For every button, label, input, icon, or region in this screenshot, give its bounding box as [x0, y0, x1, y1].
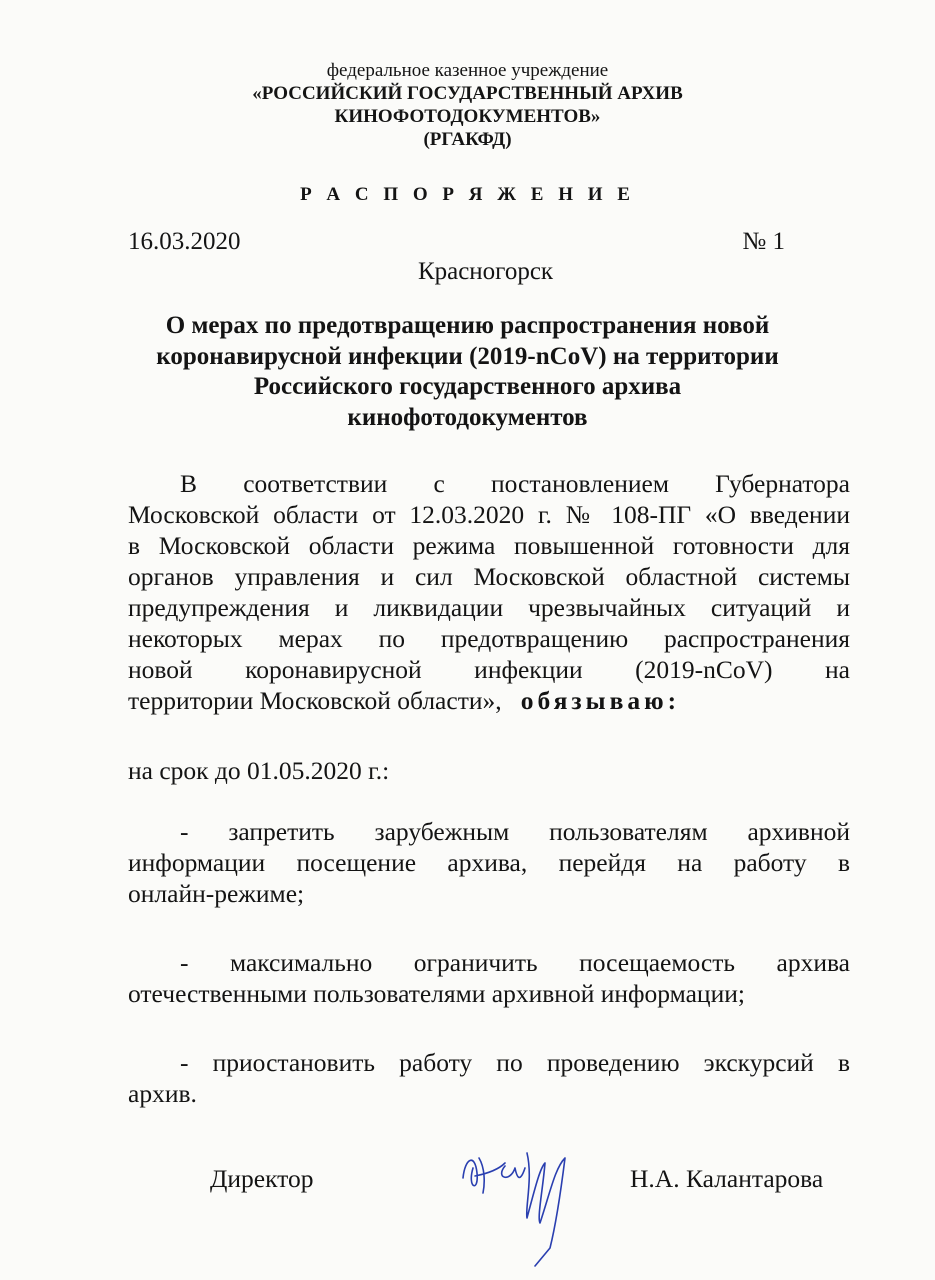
- text-line: предупреждения и ликвидации чрезвычайных ситуаций и: [128, 593, 850, 622]
- heading-line: О мерах по предотвращению распространения новой: [165, 312, 770, 339]
- org-name-line1: «РОССИЙСКИЙ ГОСУДАРСТВЕННЫЙ АРХИВ: [252, 83, 683, 104]
- text-line: Московской области от 12.03.2020 г. № 108-ПГ «О введении: [128, 500, 850, 529]
- order-item-2: [128, 947, 850, 1009]
- order-item-1: [128, 816, 850, 909]
- text-line: онлайн-режиме;: [128, 879, 305, 908]
- text-line: - максимально ограничить посещаемость архива: [180, 948, 850, 977]
- signer-position: Директор: [210, 1164, 314, 1193]
- text-line: отечественными пользователями архивной информации;: [128, 979, 745, 1008]
- text-line: - приостановить работу по проведению экскурсий в: [180, 1048, 850, 1077]
- text-line: новой коронавирусной инфекции (2019-nCoV) на: [128, 655, 850, 684]
- document-number: № 1: [742, 228, 785, 255]
- heading-line: кинофотодокументов: [347, 403, 588, 431]
- text-line: архив.: [128, 1079, 197, 1108]
- term-line: на срок до 01.05.2020 г.:: [128, 756, 390, 785]
- text-line: [128, 685, 850, 716]
- org-type: федеральное казенное учреждение: [326, 60, 609, 81]
- order-item-3: [128, 1047, 850, 1109]
- text-line: в Московской области режима повышенной готовности для: [128, 531, 850, 560]
- text-line: органов управления и сил Московской областной системы: [128, 562, 850, 591]
- text-line: информации посещение архива, перейдя на работу в: [128, 848, 850, 877]
- org-name-line2: КИНОФОТОДОКУМЕНТОВ»: [334, 106, 601, 127]
- heading-line: Российского государственного архива: [253, 373, 682, 400]
- document-date: 16.03.2020: [128, 228, 241, 255]
- document-city: Красногорск: [417, 258, 554, 285]
- preamble-paragraph: [128, 468, 850, 716]
- text-line: - запретить зарубежным пользователям архивной: [180, 817, 850, 846]
- obligate-word: обязываю:: [520, 686, 681, 715]
- heading-line: коронавирусной инфекции (2019-nCoV) на территории: [156, 342, 779, 370]
- signer-name: Н.А. Калантарова: [630, 1164, 824, 1193]
- text-fragment: территории Московской области»,: [128, 686, 502, 715]
- text-line: некоторых мерах по предотвращению распространения: [128, 624, 850, 653]
- text-line: В соответствии с постановлением Губернатора: [180, 469, 850, 498]
- document-type: Р А С П О Р Я Ж Е Н И Е: [300, 184, 635, 205]
- handwritten-signature: [455, 1138, 605, 1268]
- document-heading: [0, 311, 935, 433]
- signature-stroke: [463, 1153, 565, 1266]
- org-abbreviation: (РГАКФД): [423, 129, 512, 150]
